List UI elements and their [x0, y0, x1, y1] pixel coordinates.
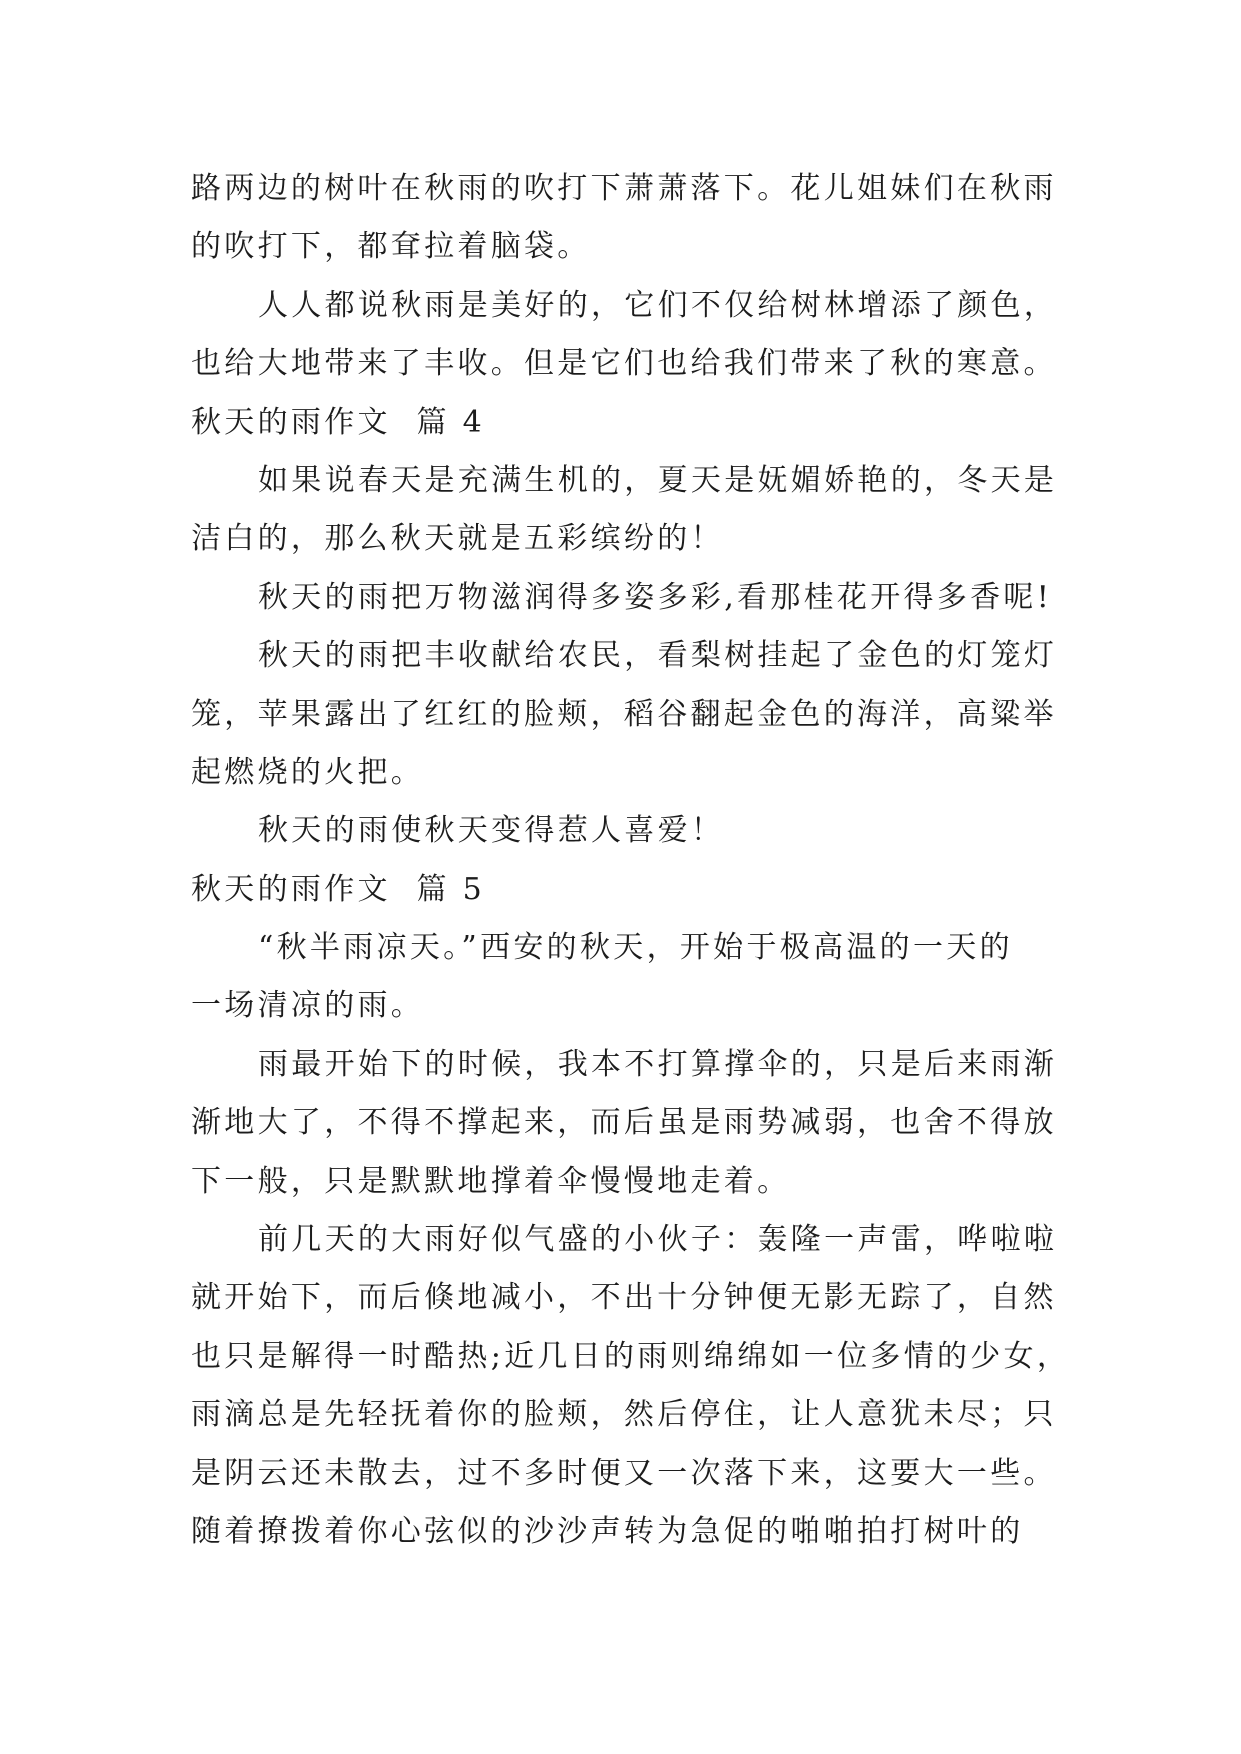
paragraph-line: 起燃烧的火把。: [191, 754, 425, 790]
paragraph: [191, 569, 1091, 627]
paragraph-line: 前几天的大雨好似气盛的小伙子：轰隆一声雷，哗啦啦: [258, 1222, 1058, 1258]
paragraph-line: 随着撩拨着你心弦似的沙沙声转为急促的啪啪拍打树叶的: [191, 1513, 1024, 1549]
paragraph-line: “秋半雨凉天。”西安的秋天，开始于极高温的一天的: [258, 930, 1013, 966]
paragraph-line: 也只是解得一时酷热;近几日的雨则绵绵如一位多情的少女，: [191, 1338, 1071, 1374]
section-heading: 秋天的雨作文 篇 5: [191, 871, 485, 907]
paragraph-line: 下一般，只是默默地撑着伞慢慢地走着。: [191, 1163, 791, 1199]
paragraph-line: 就开始下，而后倏地减小，不出十分钟便无影无踪了，自然: [191, 1280, 1057, 1316]
paragraph: [191, 1211, 1091, 1561]
paragraph-line: 洁白的，那么秋天就是五彩缤纷的！: [191, 521, 724, 557]
paragraph-line: 的吹打下，都耷拉着脑袋。: [191, 229, 591, 265]
paragraph: [191, 802, 1091, 860]
paragraph: [191, 919, 1091, 1036]
paragraph: [191, 160, 1091, 277]
paragraph-line: 雨滴总是先轻抚着你的脸颊，然后停住，让人意犹未尽；只: [191, 1397, 1057, 1433]
paragraph-line: 是阴云还未散去，过不多时便又一次落下来，这要大一些。: [191, 1455, 1057, 1491]
paragraph-line: 秋天的雨使秋天变得惹人喜爱！: [258, 813, 725, 849]
paragraph: [191, 452, 1091, 569]
paragraph-line: 也给大地带来了丰收。但是它们也给我们带来了秋的寒意。: [191, 346, 1057, 382]
paragraph-line: 秋天的雨把丰收献给农民，看梨树挂起了金色的灯笼灯: [258, 638, 1058, 674]
paragraph-line: 一场清凉的雨。: [191, 988, 425, 1024]
paragraph-line: 路两边的树叶在秋雨的吹打下萧萧落下。花儿姐妹们在秋雨: [191, 171, 1057, 206]
document-body: [191, 160, 1091, 1561]
paragraph-line: 人人都说秋雨是美好的，它们不仅给树林增添了颜色，: [258, 287, 1058, 323]
paragraph: [191, 1036, 1091, 1211]
paragraph-line: 秋天的雨把万物滋润得多姿多彩,看那桂花开得多香呢!: [258, 579, 1053, 615]
section-heading: 秋天的雨作文 篇 4: [191, 404, 485, 440]
paragraph: [191, 627, 1091, 802]
paragraph-line: 笼，苹果露出了红红的脸颊，稻谷翻起金色的海洋，高粱举: [191, 696, 1057, 732]
paragraph: [191, 277, 1091, 394]
paragraph-line: 渐地大了，不得不撑起来，而后虽是雨势减弱，也舍不得放: [191, 1105, 1057, 1141]
paragraph-line: 如果说春天是充满生机的，夏天是妩媚娇艳的，冬天是: [258, 462, 1058, 498]
paragraph-line: 雨最开始下的时候，我本不打算撑伞的，只是后来雨渐: [258, 1046, 1058, 1082]
